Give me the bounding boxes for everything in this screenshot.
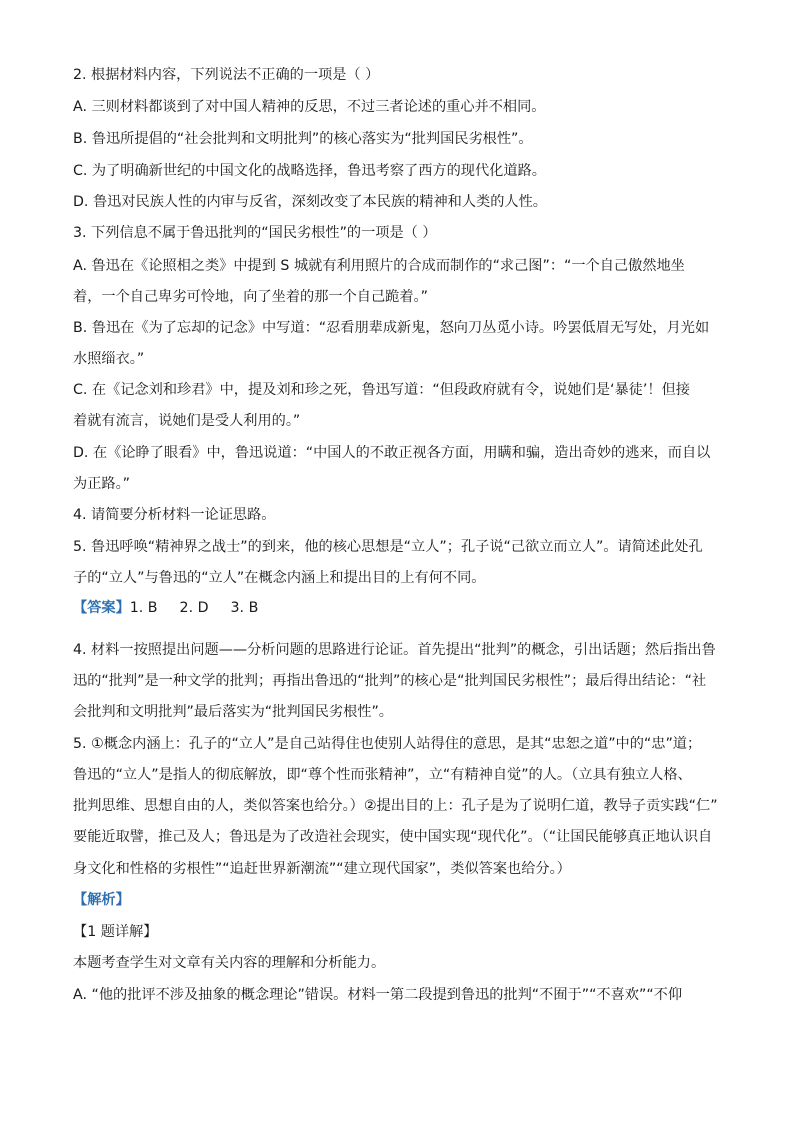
question-2-option-a: A. 三则材料都谈到了对中国人精神的反思，不过三者论述的重心并不相同。	[73, 99, 546, 115]
question-4-stem: 4. 请简要分析材料一论证思路。	[73, 507, 276, 523]
answer-5-line-1: 5. ①概念内涵上：孔子的“立人”是自己站得住也使别人站得住的意思，是其“忠恕之道”中的“忠”道；	[73, 736, 702, 752]
answer-line	[73, 598, 258, 618]
answer-5-line-4: 要能近取譬，推己及人；鲁迅是为了改造社会现实，使中国实现“现代化”。（“让国民能够真正地认识自	[73, 829, 713, 845]
question-3-option-a-cont: 着，一个自己卑劣可怜地，向了坐着的那一个自己跪着。”	[73, 289, 428, 305]
answer-item-3: 3. B	[230, 600, 259, 616]
question-2-option-d: D. 鲁迅对民族人性的内审与反省，深刻改变了本民族的精神和人类的人性。	[73, 194, 547, 210]
question-3-option-d-cont: 为正路。”	[73, 476, 131, 492]
answer-4-line-1: 4. 材料一按照提出问题——分析问题的思路进行论证。首先提出“批判”的概念，引出话题；然后指出鲁	[73, 642, 716, 658]
answer-5-line-5: 身文化和性格的劣根性”“追赶世界新潮流”“建立现代国家”，类似答案也给分。）	[73, 861, 571, 877]
answer-item-1: 1. B	[129, 600, 158, 616]
question-3-option-b-cont: 水照缁衣。”	[73, 351, 145, 367]
answer-label: 【答案】	[73, 600, 130, 616]
question-5-stem: 5. 鲁迅呼唤“精神界之战士”的到来，他的核心思想是“立人”；孔子说“己欲立而立人”。请简述此处孔	[73, 539, 703, 555]
analysis-label: 【解析】	[73, 892, 130, 908]
question-5-stem-cont: 子的“立人”与鲁迅的“立人”在概念内涵上和提出目的上有何不同。	[73, 570, 486, 586]
question-2-option-b: B. 鲁迅所提倡的“社会批判和文明批判”的核心落实为“批判国民劣根性”。	[73, 131, 533, 147]
answer-item-2: 2. D	[179, 600, 209, 616]
question-3-stem: 3. 下列信息不属于鲁迅批判的“国民劣根性”的一项是（ ）	[73, 225, 437, 241]
detail-line-1: 本题考查学生对文章有关内容的理解和分析能力。	[73, 955, 386, 971]
detail-line-2: A. “他的批评不涉及抽象的概念理论”错误。材料一第二段提到鲁迅的批判“不囿于”“不喜欢”“不仰	[73, 987, 683, 1003]
question-2-stem: 2. 根据材料内容，下列说法不正确的一项是（ ）	[73, 67, 380, 83]
question-3-option-b: B. 鲁迅在《为了忘却的记念》中写道：“忍看朋辈成新鬼，怒向刀丛觅小诗。吟罢低眉无写处，月光如	[73, 320, 710, 336]
answer-4-line-2: 迅的“批判”是一种文学的批判；再指出鲁迅的“批判”的核心是“批判国民劣根性”；最后得出结论：“社	[73, 673, 707, 689]
question-3-option-a: A. 鲁迅在《论照相之类》中提到 S 城就有利用照片的合成而制作的“求己图”：“一个自己傲然地坐	[73, 258, 685, 274]
answer-5-line-2: 鲁迅的“立人”是指人的彻底解放，即“尊个性而张精神”，立“有精神自觉”的人。（立具有独立人格、	[73, 767, 692, 783]
answer-5-line-3: 批判思维、思想自由的人，类似答案也给分。）②提出目的上：孔子是为了说明仁道，教导子贡实践“仁”	[73, 798, 718, 814]
answer-4-line-3: 会批判和文明批判”最后落实为“批判国民劣根性”。	[73, 704, 393, 720]
detail-label: 【1 题详解】	[73, 924, 158, 940]
question-3-option-c-cont: 着就有流言，说她们是受人利用的。”	[73, 413, 301, 429]
question-3-option-d: D. 在《论睁了眼看》中，鲁迅说道：“中国人的不敢正视各方面，用瞒和骗，造出奇妙的逃来，而自以	[73, 445, 711, 461]
question-3-option-c: C. 在《记念刘和珍君》中，提及刘和珍之死，鲁迅写道：“但段政府就有令，说她们是‘暴徒’！但接	[73, 382, 690, 398]
question-2-option-c: C. 为了明确新世纪的中国文化的战略选择，鲁迅考察了西方的现代化道路。	[73, 163, 546, 179]
